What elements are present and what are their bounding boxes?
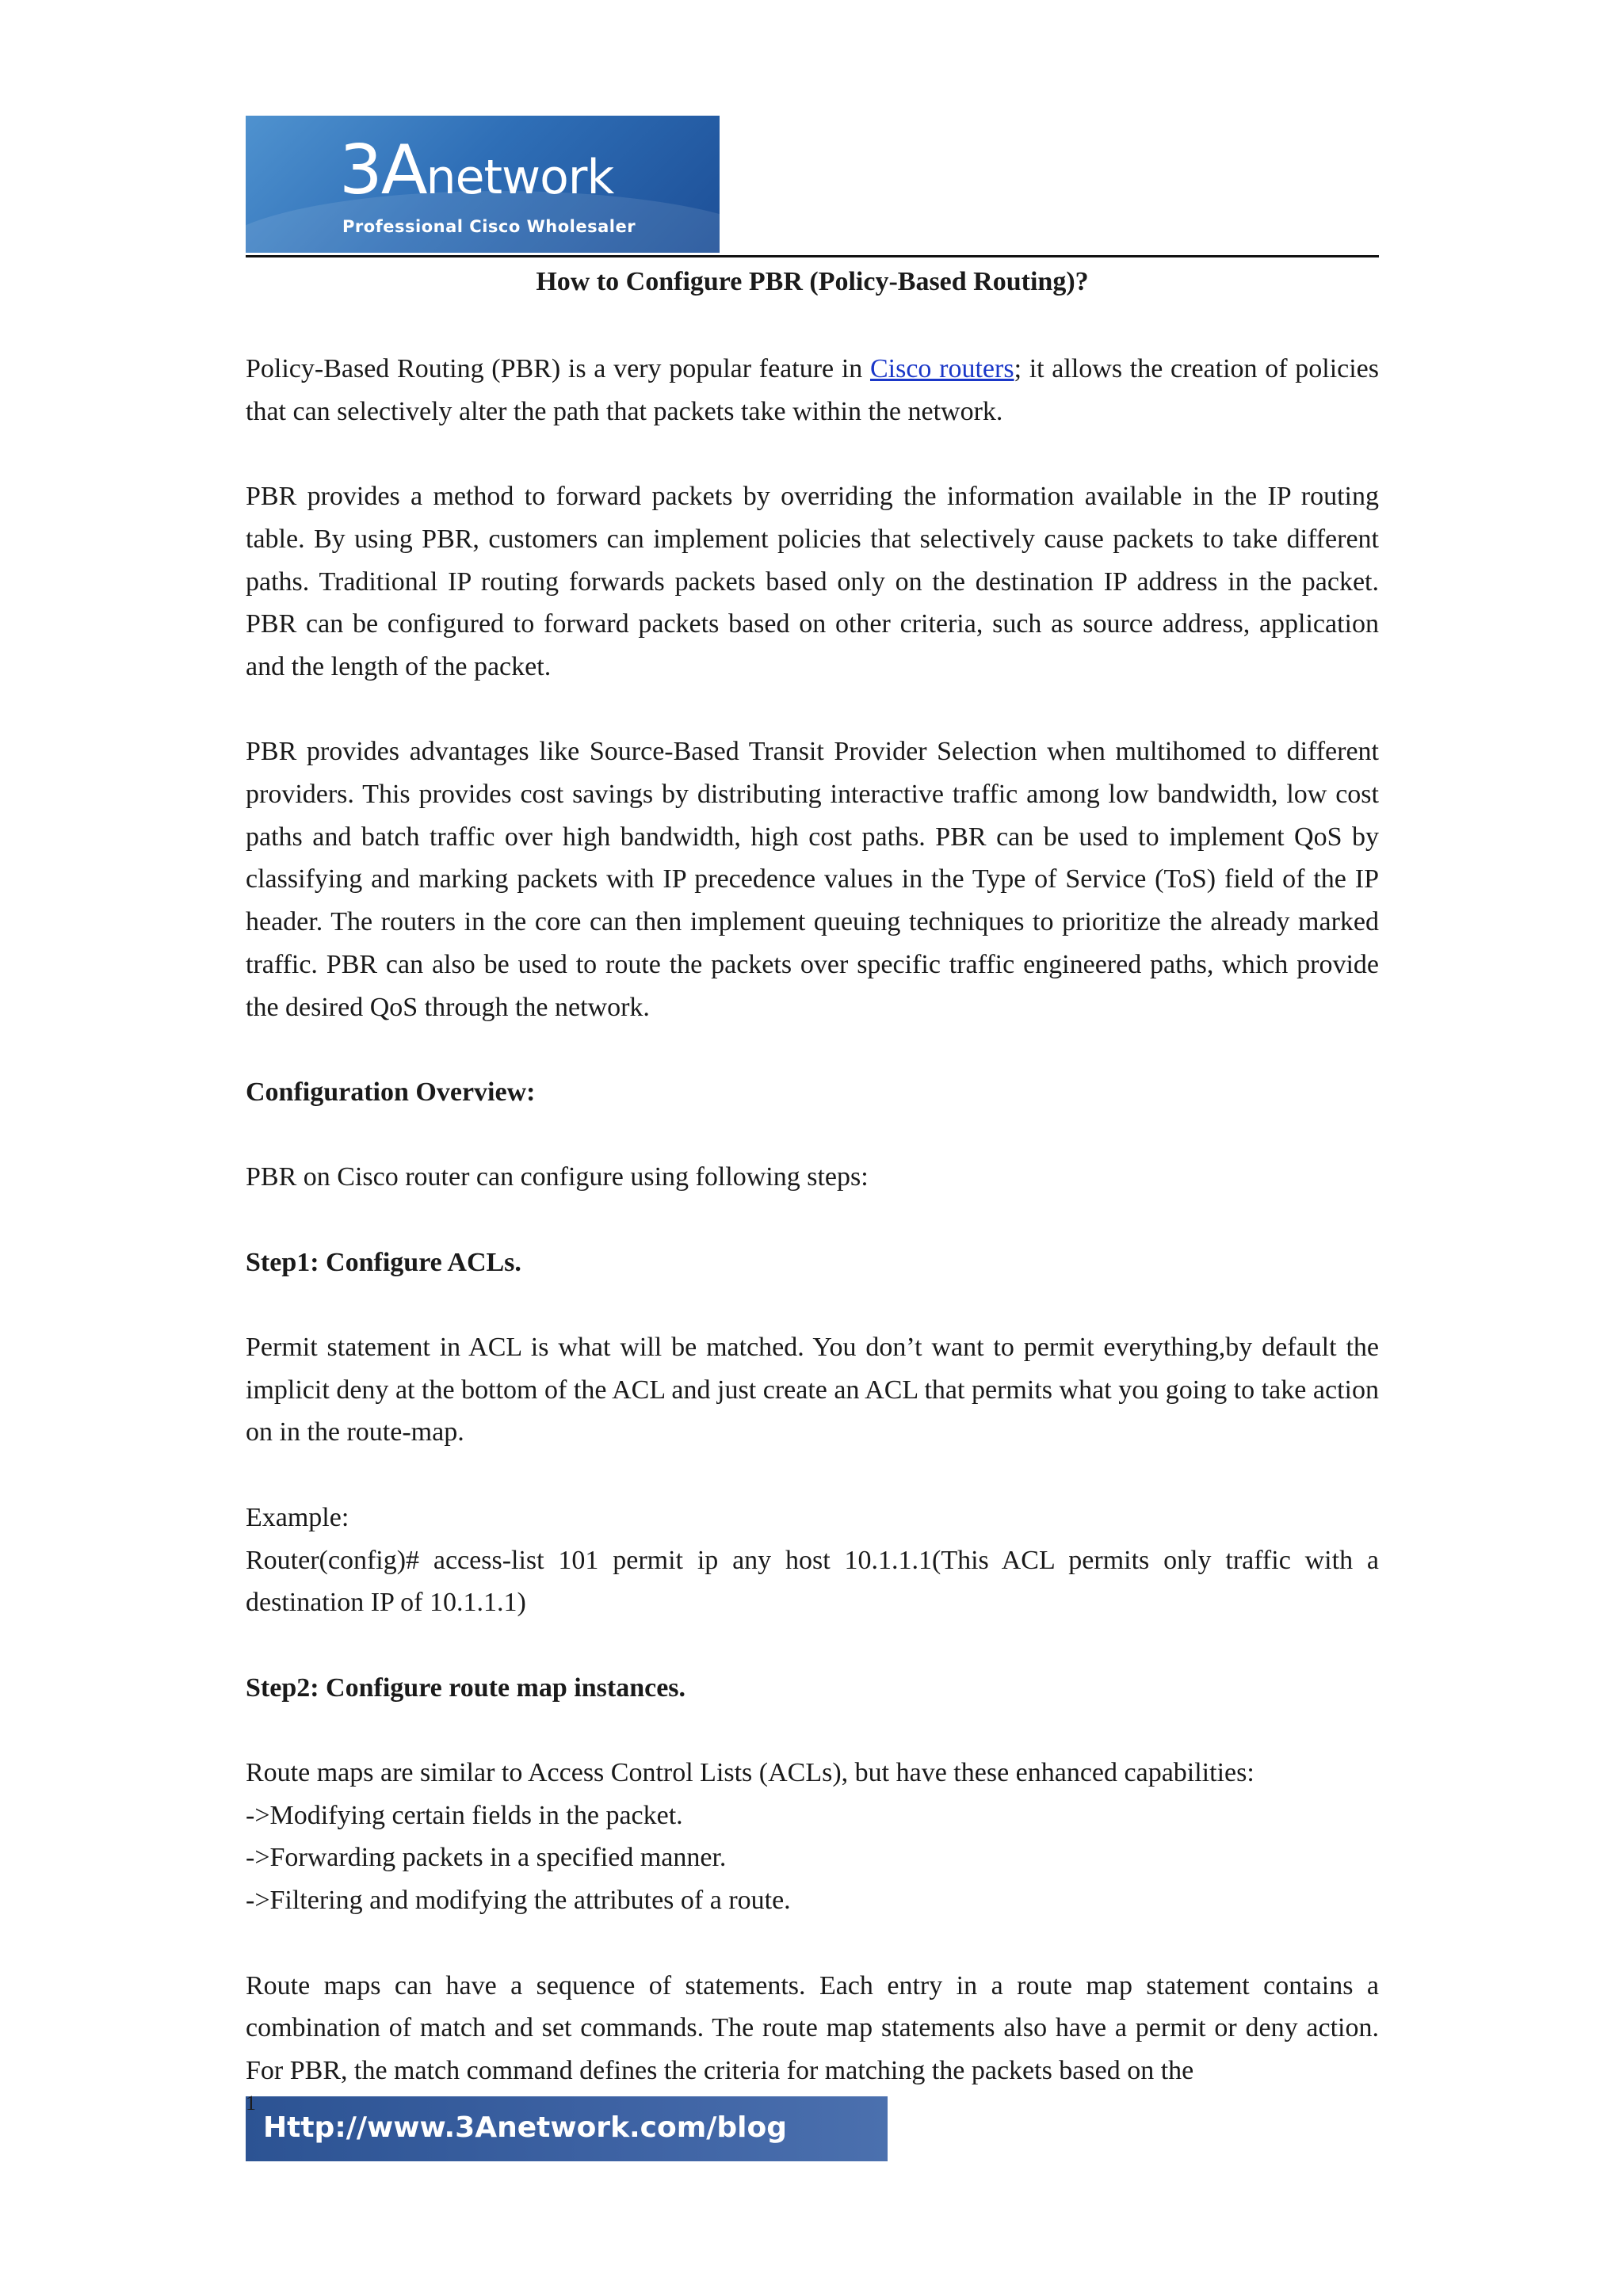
paragraph-pbr-method: PBR provides a method to forward packets by overriding the information available in the IP routing table. By using PBR, customers can implement policies that selectively cause packets to take different paths. Traditional IP routing forwards packets based only on the destination IP address in the packet. PBR can be configured to forward packets based on other criteria, such as source address, application and the length of the packet. xyxy=(246,482,1379,681)
paragraph-route-maps-intro: Route maps are similar to Access Control Lists (ACLs), but have these enhanced capabilities: xyxy=(246,1758,1254,1788)
footer-banner xyxy=(246,2096,888,2161)
example-command: Router(config)# access-list 101 permit ip any host 10.1.1.1(This ACL permits only traffic with a destination IP of 10.1.1.1) xyxy=(246,1545,1379,1618)
list-item: ->Forwarding packets in a specified manner. xyxy=(246,1843,727,1873)
heading-step2: Step2: Configure route map instances. xyxy=(246,1672,686,1703)
document-body xyxy=(246,348,1379,2134)
paragraph-pbr-advantages: PBR provides advantages like Source-Based Transit Provider Selection when multihomed to different providers. This provides cost savings by distributing interactive traffic among low bandwidth, low cost paths and batch traffic over high bandwidth, high cost paths. PBR can be used to implement QoS by classifying and marking packets with IP precedence values in the Type of Service (ToS) field of the IP header. The routers in the core can then implement queuing techniques to prioritize the already marked traffic. PBR can also be used to route the packets over specific traffic engineered paths, which provide the desired QoS through the network. xyxy=(246,737,1379,1022)
list-item: ->Filtering and modifying the attributes of a route. xyxy=(246,1886,791,1916)
logo-wordmark-small: network xyxy=(426,150,614,205)
logo-tagline: Professional Cisco Wholesaler xyxy=(342,217,636,236)
intro-text-before-link: Policy-Based Routing (PBR) is a very popular feature in xyxy=(246,354,870,383)
company-logo xyxy=(246,116,720,253)
intro-text-after-link: ; it allows the creation of policies that can selectively alter the path that packets take within the network. xyxy=(246,354,1379,426)
header-divider xyxy=(246,255,1379,257)
paragraph-steps-intro: PBR on Cisco router can configure using following steps: xyxy=(246,1162,869,1192)
paragraph-acl-permit: Permit statement in ACL is what will be matched. You don’t want to permit everything,by default the implicit deny at the bottom of the ACL and just create an ACL that permits what you going to take action on in the route-map. xyxy=(246,1333,1379,1447)
paragraph-intro xyxy=(246,348,1379,433)
heading-configuration-overview: Configuration Overview: xyxy=(246,1077,536,1107)
list-item: ->Modifying certain fields in the packet. xyxy=(246,1800,683,1830)
document-title: How to Configure PBR (Policy-Based Routing)? xyxy=(536,267,1089,296)
heading-step1: Step1: Configure ACLs. xyxy=(246,1247,521,1277)
footer-blog-url[interactable]: Http://www.3Anetwork.com/blog xyxy=(263,2111,788,2144)
page-number: 1 xyxy=(246,2092,256,2115)
example-label: Example: xyxy=(246,1502,349,1532)
logo-wordmark-big: 3A xyxy=(339,131,426,210)
cisco-routers-link[interactable]: Cisco routers xyxy=(869,354,1014,383)
logo-wordmark xyxy=(339,131,614,210)
paragraph-route-map-statements: Route maps can have a sequence of statements. Each entry in a route map statement contains a combination of match and set commands. The route map statements also have a permit or deny action. For PBR, the match command defines the criteria for matching the packets based on the xyxy=(246,1970,1379,2085)
